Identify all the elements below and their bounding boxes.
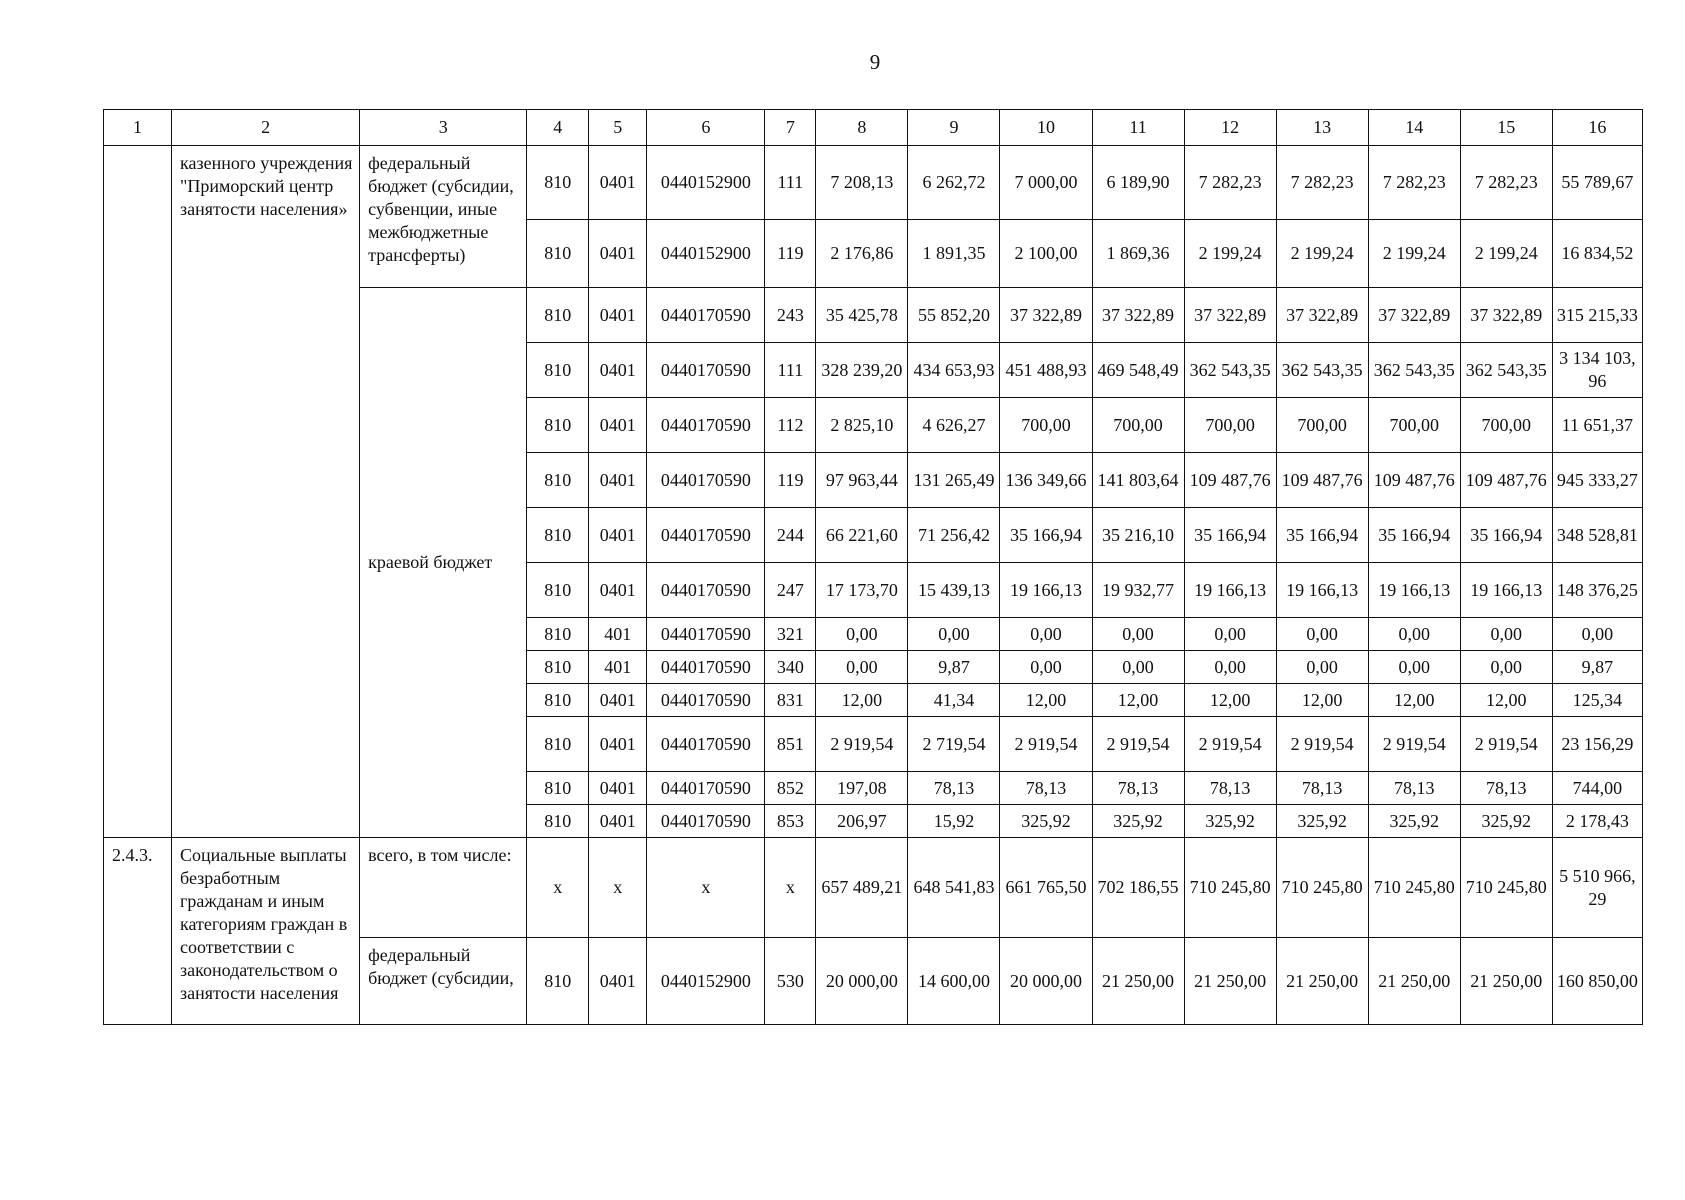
value-cell: 19 166,13 bbox=[1276, 563, 1368, 618]
column-header: 3 bbox=[360, 110, 527, 146]
value-cell: 37 322,89 bbox=[1092, 288, 1184, 343]
code-cell: 321 bbox=[765, 618, 816, 651]
code-cell: 0440170590 bbox=[647, 288, 765, 343]
column-header: 2 bbox=[172, 110, 360, 146]
code-cell: 0440170590 bbox=[647, 563, 765, 618]
value-cell: 325,92 bbox=[1276, 805, 1368, 838]
value-cell: 78,13 bbox=[1368, 772, 1460, 805]
value-cell: 0,00 bbox=[1000, 618, 1092, 651]
value-cell: 2 919,54 bbox=[1184, 717, 1276, 772]
value-cell: 21 250,00 bbox=[1092, 938, 1184, 1025]
code-cell: 111 bbox=[765, 343, 816, 398]
code-cell: 0440170590 bbox=[647, 398, 765, 453]
value-cell: 2 719,54 bbox=[908, 717, 1000, 772]
value-cell: 78,13 bbox=[1092, 772, 1184, 805]
value-cell: 7 282,23 bbox=[1184, 146, 1276, 220]
value-cell: 0,00 bbox=[1276, 651, 1368, 684]
code-cell: 0401 bbox=[589, 220, 647, 288]
code-cell: 0440152900 bbox=[647, 220, 765, 288]
value-cell: 0,00 bbox=[1184, 618, 1276, 651]
column-header: 6 bbox=[647, 110, 765, 146]
institution-name: казенного учреждения "Приморский центр занятости населения» bbox=[172, 146, 360, 838]
value-cell: 12,00 bbox=[1184, 684, 1276, 717]
column-header: 5 bbox=[589, 110, 647, 146]
value-cell: 19 166,13 bbox=[1000, 563, 1092, 618]
code-cell: 0440170590 bbox=[647, 772, 765, 805]
value-cell: 0,00 bbox=[816, 618, 908, 651]
code-cell: 810 bbox=[527, 220, 589, 288]
value-cell: 744,00 bbox=[1552, 772, 1642, 805]
value-cell: 700,00 bbox=[1092, 398, 1184, 453]
value-cell: 2 100,00 bbox=[1000, 220, 1092, 288]
value-cell: 35 166,94 bbox=[1460, 508, 1552, 563]
code-cell: 851 bbox=[765, 717, 816, 772]
value-cell: 6 189,90 bbox=[1092, 146, 1184, 220]
code-cell: 0440170590 bbox=[647, 805, 765, 838]
value-cell: 37 322,89 bbox=[1184, 288, 1276, 343]
value-cell: 148 376,25 bbox=[1552, 563, 1642, 618]
code-cell: 0440152900 bbox=[647, 938, 765, 1025]
value-cell: 945 333,27 bbox=[1552, 453, 1642, 508]
value-cell: 35 425,78 bbox=[816, 288, 908, 343]
value-cell: 7 282,23 bbox=[1460, 146, 1552, 220]
code-cell: 0440170590 bbox=[647, 453, 765, 508]
code-cell: x bbox=[527, 838, 589, 938]
code-cell: 0401 bbox=[589, 288, 647, 343]
value-cell: 700,00 bbox=[1368, 398, 1460, 453]
value-cell: 2 919,54 bbox=[1276, 717, 1368, 772]
value-cell: 0,00 bbox=[1092, 651, 1184, 684]
code-cell: 0401 bbox=[589, 398, 647, 453]
code-cell: 0401 bbox=[589, 805, 647, 838]
value-cell: 1 869,36 bbox=[1092, 220, 1184, 288]
code-cell: 0401 bbox=[589, 146, 647, 220]
value-cell: 20 000,00 bbox=[1000, 938, 1092, 1025]
value-cell: 362 543,35 bbox=[1368, 343, 1460, 398]
code-cell: 810 bbox=[527, 805, 589, 838]
code-cell: 810 bbox=[527, 398, 589, 453]
code-cell: 810 bbox=[527, 618, 589, 651]
value-cell: 325,92 bbox=[1368, 805, 1460, 838]
value-cell: 15,92 bbox=[908, 805, 1000, 838]
value-cell: 5 510 966,29 bbox=[1552, 838, 1642, 938]
code-cell: 810 bbox=[527, 717, 589, 772]
value-cell: 2 919,54 bbox=[1092, 717, 1184, 772]
code-cell: x bbox=[765, 838, 816, 938]
column-header: 11 bbox=[1092, 110, 1184, 146]
value-cell: 710 245,80 bbox=[1184, 838, 1276, 938]
code-cell: 0401 bbox=[589, 772, 647, 805]
value-cell: 2 919,54 bbox=[1368, 717, 1460, 772]
value-cell: 325,92 bbox=[1460, 805, 1552, 838]
value-cell: 125,34 bbox=[1552, 684, 1642, 717]
value-cell: 2 199,24 bbox=[1184, 220, 1276, 288]
value-cell: 9,87 bbox=[908, 651, 1000, 684]
code-cell: 119 bbox=[765, 220, 816, 288]
code-cell: 0440170590 bbox=[647, 651, 765, 684]
value-cell: 325,92 bbox=[1092, 805, 1184, 838]
value-cell: 0,00 bbox=[1460, 651, 1552, 684]
value-cell: 206,97 bbox=[816, 805, 908, 838]
value-cell: 2 178,43 bbox=[1552, 805, 1642, 838]
value-cell: 78,13 bbox=[1184, 772, 1276, 805]
table-row bbox=[104, 146, 1643, 220]
value-cell: 2 199,24 bbox=[1460, 220, 1552, 288]
column-header: 8 bbox=[816, 110, 908, 146]
value-cell: 19 166,13 bbox=[1184, 563, 1276, 618]
value-cell: 37 322,89 bbox=[1460, 288, 1552, 343]
value-cell: 9,87 bbox=[1552, 651, 1642, 684]
budget-table bbox=[103, 109, 1643, 1025]
value-cell: 2 176,86 bbox=[816, 220, 908, 288]
value-cell: 702 186,55 bbox=[1092, 838, 1184, 938]
value-cell: 0,00 bbox=[908, 618, 1000, 651]
value-cell: 0,00 bbox=[1460, 618, 1552, 651]
code-cell: 0440152900 bbox=[647, 146, 765, 220]
value-cell: 2 919,54 bbox=[1000, 717, 1092, 772]
value-cell: 15 439,13 bbox=[908, 563, 1000, 618]
funding-source-federal: федеральный бюджет (субсидии, субвенции, иные межбюджетные трансферты) bbox=[360, 146, 527, 288]
column-header: 15 bbox=[1460, 110, 1552, 146]
code-cell: 401 bbox=[589, 618, 647, 651]
funding-source-federal: федеральный бюджет (субсидии, bbox=[360, 938, 527, 1025]
value-cell: 362 543,35 bbox=[1276, 343, 1368, 398]
value-cell: 0,00 bbox=[1552, 618, 1642, 651]
value-cell: 78,13 bbox=[1276, 772, 1368, 805]
code-cell: 810 bbox=[527, 453, 589, 508]
value-cell: 12,00 bbox=[1276, 684, 1368, 717]
code-cell: x bbox=[589, 838, 647, 938]
value-cell: 55 789,67 bbox=[1552, 146, 1642, 220]
code-cell: 810 bbox=[527, 288, 589, 343]
value-cell: 78,13 bbox=[1000, 772, 1092, 805]
value-cell: 41,34 bbox=[908, 684, 1000, 717]
column-header: 13 bbox=[1276, 110, 1368, 146]
value-cell: 661 765,50 bbox=[1000, 838, 1092, 938]
value-cell: 700,00 bbox=[1460, 398, 1552, 453]
value-cell: 700,00 bbox=[1184, 398, 1276, 453]
value-cell: 7 000,00 bbox=[1000, 146, 1092, 220]
value-cell: 7 208,13 bbox=[816, 146, 908, 220]
value-cell: 325,92 bbox=[1184, 805, 1276, 838]
value-cell: 7 282,23 bbox=[1276, 146, 1368, 220]
code-cell: 111 bbox=[765, 146, 816, 220]
value-cell: 2 825,10 bbox=[816, 398, 908, 453]
value-cell: 37 322,89 bbox=[1276, 288, 1368, 343]
code-cell: 0401 bbox=[589, 717, 647, 772]
column-header: 14 bbox=[1368, 110, 1460, 146]
value-cell: 657 489,21 bbox=[816, 838, 908, 938]
value-cell: 0,00 bbox=[816, 651, 908, 684]
value-cell: 21 250,00 bbox=[1276, 938, 1368, 1025]
value-cell: 21 250,00 bbox=[1184, 938, 1276, 1025]
table-row bbox=[104, 838, 1643, 938]
code-cell: x bbox=[647, 838, 765, 938]
code-cell: 247 bbox=[765, 563, 816, 618]
value-cell: 710 245,80 bbox=[1368, 838, 1460, 938]
code-cell: 853 bbox=[765, 805, 816, 838]
value-cell: 7 282,23 bbox=[1368, 146, 1460, 220]
column-header: 10 bbox=[1000, 110, 1092, 146]
value-cell: 109 487,76 bbox=[1184, 453, 1276, 508]
value-cell: 19 166,13 bbox=[1368, 563, 1460, 618]
value-cell: 710 245,80 bbox=[1460, 838, 1552, 938]
code-cell: 0440170590 bbox=[647, 684, 765, 717]
value-cell: 700,00 bbox=[1276, 398, 1368, 453]
code-cell: 0440170590 bbox=[647, 717, 765, 772]
value-cell: 14 600,00 bbox=[908, 938, 1000, 1025]
code-cell: 810 bbox=[527, 508, 589, 563]
code-cell: 0401 bbox=[589, 508, 647, 563]
code-cell: 810 bbox=[527, 343, 589, 398]
column-header: 1 bbox=[104, 110, 172, 146]
value-cell: 66 221,60 bbox=[816, 508, 908, 563]
value-cell: 21 250,00 bbox=[1368, 938, 1460, 1025]
code-cell: 0440170590 bbox=[647, 618, 765, 651]
value-cell: 16 834,52 bbox=[1552, 220, 1642, 288]
code-cell: 0401 bbox=[589, 938, 647, 1025]
value-cell: 700,00 bbox=[1000, 398, 1092, 453]
code-cell: 831 bbox=[765, 684, 816, 717]
header-row bbox=[104, 110, 1643, 146]
value-cell: 3 134 103,96 bbox=[1552, 343, 1642, 398]
value-cell: 197,08 bbox=[816, 772, 908, 805]
value-cell: 469 548,49 bbox=[1092, 343, 1184, 398]
value-cell: 0,00 bbox=[1184, 651, 1276, 684]
value-cell: 2 919,54 bbox=[1460, 717, 1552, 772]
value-cell: 97 963,44 bbox=[816, 453, 908, 508]
value-cell: 131 265,49 bbox=[908, 453, 1000, 508]
value-cell: 0,00 bbox=[1368, 651, 1460, 684]
code-cell: 810 bbox=[527, 938, 589, 1025]
code-cell: 112 bbox=[765, 398, 816, 453]
value-cell: 78,13 bbox=[1460, 772, 1552, 805]
item-name: Социальные выплаты безработным гражданам и иным категориям граждан в соответствии с законодательством о занятости населения bbox=[172, 838, 360, 1025]
column-header: 9 bbox=[908, 110, 1000, 146]
value-cell: 12,00 bbox=[1000, 684, 1092, 717]
value-cell: 37 322,89 bbox=[1000, 288, 1092, 343]
value-cell: 2 919,54 bbox=[816, 717, 908, 772]
value-cell: 71 256,42 bbox=[908, 508, 1000, 563]
value-cell: 1 891,35 bbox=[908, 220, 1000, 288]
value-cell: 23 156,29 bbox=[1552, 717, 1642, 772]
code-cell: 810 bbox=[527, 651, 589, 684]
value-cell: 78,13 bbox=[908, 772, 1000, 805]
value-cell: 12,00 bbox=[1092, 684, 1184, 717]
value-cell: 648 541,83 bbox=[908, 838, 1000, 938]
item-number: 2.4.3. bbox=[104, 838, 172, 1025]
code-cell: 810 bbox=[527, 684, 589, 717]
code-cell: 0401 bbox=[589, 684, 647, 717]
row-number-cell bbox=[104, 146, 172, 838]
code-cell: 0401 bbox=[589, 563, 647, 618]
code-cell: 0440170590 bbox=[647, 343, 765, 398]
value-cell: 109 487,76 bbox=[1368, 453, 1460, 508]
column-header: 16 bbox=[1552, 110, 1642, 146]
value-cell: 136 349,66 bbox=[1000, 453, 1092, 508]
value-cell: 2 199,24 bbox=[1276, 220, 1368, 288]
value-cell: 710 245,80 bbox=[1276, 838, 1368, 938]
value-cell: 20 000,00 bbox=[816, 938, 908, 1025]
column-header: 12 bbox=[1184, 110, 1276, 146]
page-number: 9 bbox=[869, 50, 881, 74]
value-cell: 451 488,93 bbox=[1000, 343, 1092, 398]
value-cell: 17 173,70 bbox=[816, 563, 908, 618]
code-cell: 0401 bbox=[589, 453, 647, 508]
value-cell: 12,00 bbox=[1460, 684, 1552, 717]
code-cell: 0440170590 bbox=[647, 508, 765, 563]
funding-source-regional: краевой бюджет bbox=[360, 288, 527, 838]
code-cell: 810 bbox=[527, 772, 589, 805]
code-cell: 852 bbox=[765, 772, 816, 805]
value-cell: 35 166,94 bbox=[1184, 508, 1276, 563]
value-cell: 434 653,93 bbox=[908, 343, 1000, 398]
value-cell: 109 487,76 bbox=[1460, 453, 1552, 508]
value-cell: 19 932,77 bbox=[1092, 563, 1184, 618]
value-cell: 35 166,94 bbox=[1000, 508, 1092, 563]
value-cell: 0,00 bbox=[1092, 618, 1184, 651]
value-cell: 6 262,72 bbox=[908, 146, 1000, 220]
code-cell: 810 bbox=[527, 146, 589, 220]
value-cell: 35 166,94 bbox=[1368, 508, 1460, 563]
code-cell: 243 bbox=[765, 288, 816, 343]
column-header: 4 bbox=[527, 110, 589, 146]
value-cell: 160 850,00 bbox=[1552, 938, 1642, 1025]
value-cell: 0,00 bbox=[1368, 618, 1460, 651]
value-cell: 348 528,81 bbox=[1552, 508, 1642, 563]
value-cell: 55 852,20 bbox=[908, 288, 1000, 343]
code-cell: 810 bbox=[527, 563, 589, 618]
value-cell: 328 239,20 bbox=[816, 343, 908, 398]
value-cell: 19 166,13 bbox=[1460, 563, 1552, 618]
value-cell: 37 322,89 bbox=[1368, 288, 1460, 343]
value-cell: 21 250,00 bbox=[1460, 938, 1552, 1025]
value-cell: 2 199,24 bbox=[1368, 220, 1460, 288]
value-cell: 109 487,76 bbox=[1276, 453, 1368, 508]
total-label: всего, в том числе: bbox=[360, 838, 527, 938]
value-cell: 12,00 bbox=[1368, 684, 1460, 717]
value-cell: 362 543,35 bbox=[1184, 343, 1276, 398]
code-cell: 530 bbox=[765, 938, 816, 1025]
code-cell: 0401 bbox=[589, 343, 647, 398]
value-cell: 12,00 bbox=[816, 684, 908, 717]
code-cell: 244 bbox=[765, 508, 816, 563]
value-cell: 362 543,35 bbox=[1460, 343, 1552, 398]
value-cell: 35 216,10 bbox=[1092, 508, 1184, 563]
value-cell: 325,92 bbox=[1000, 805, 1092, 838]
value-cell: 11 651,37 bbox=[1552, 398, 1642, 453]
value-cell: 315 215,33 bbox=[1552, 288, 1642, 343]
value-cell: 4 626,27 bbox=[908, 398, 1000, 453]
code-cell: 119 bbox=[765, 453, 816, 508]
value-cell: 35 166,94 bbox=[1276, 508, 1368, 563]
value-cell: 0,00 bbox=[1276, 618, 1368, 651]
value-cell: 141 803,64 bbox=[1092, 453, 1184, 508]
code-cell: 340 bbox=[765, 651, 816, 684]
column-header: 7 bbox=[765, 110, 816, 146]
value-cell: 0,00 bbox=[1000, 651, 1092, 684]
code-cell: 401 bbox=[589, 651, 647, 684]
